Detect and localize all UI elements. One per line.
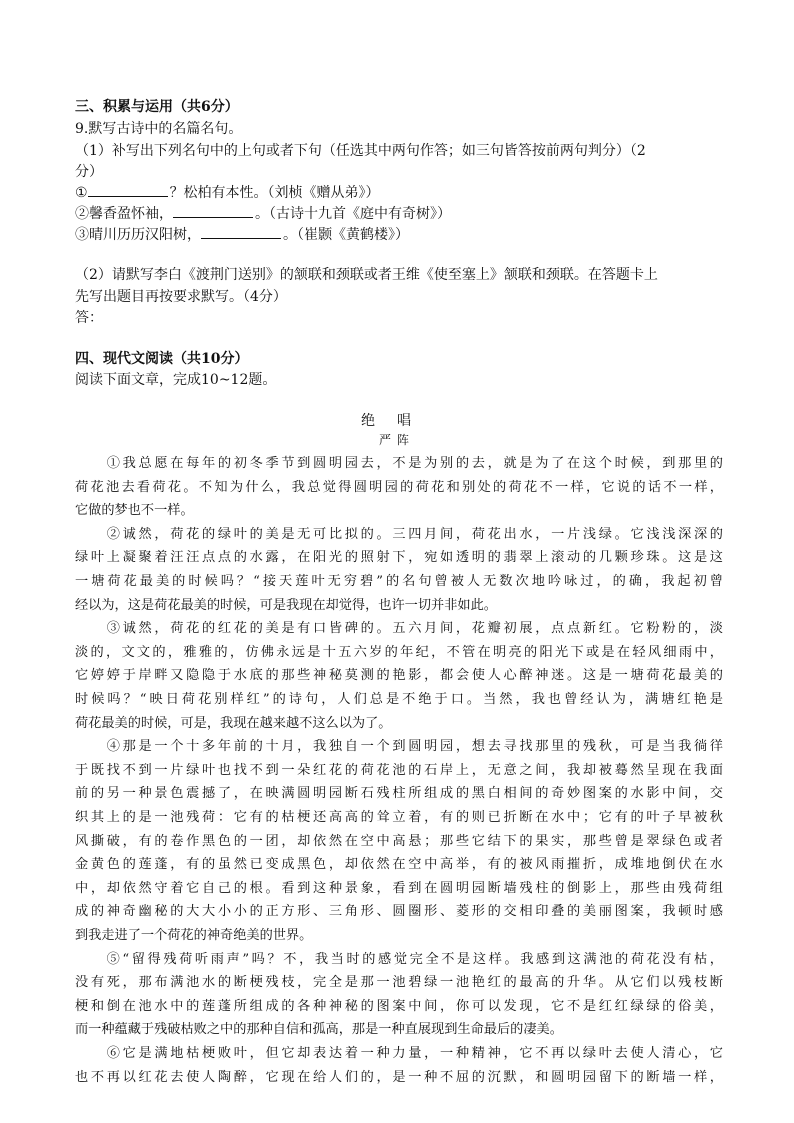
fill-item-3	[75, 224, 409, 244]
article-line: 于既找不到一片绿叶也找不到一朵红花的荷花池的石岸上，无意之间，我却被蓦然呈现在我面	[75, 762, 723, 778]
article-line: ⑥它是满地枯梗败叶，但它却表达着一种力量，一种精神，它不再以绿叶去使人清心，它	[75, 1046, 723, 1061]
article-line: 一塘荷花最美的时候吗？“接天莲叶无穷碧”的名句曾被人无数次地吟咏过，的确，我起初曾	[75, 574, 723, 589]
item2-text: ②馨香盈怀袖，	[75, 206, 173, 222]
part2-instruction-cont: 先写出题目再按要求默写。（4分）	[75, 289, 287, 305]
fill-item-2	[75, 203, 451, 223]
article-line: 荷花最美的时候，可是，我现在越来越不这么以为了。	[75, 715, 392, 731]
article-line: 前的另一种景色震撼了，在映满圆明园断石残柱所组成的黑白相间的奇妙图案的水影中间，交	[75, 786, 723, 802]
article-line: 织其上的是一池残荷：它有的枯梗还高高的耸立着，有的则已折断在水中；它有的叶子早被秋	[75, 810, 723, 825]
part1-instruction-cont: 分）	[75, 164, 103, 180]
article-line: 淡的，文文的，雅雅的，仿佛永远是十五六岁的年纪，不管在明亮的阳光下或是在轻风细雨中，	[75, 644, 723, 660]
item3-tail: 。（崔颢《黄鹤楼》）	[283, 227, 409, 243]
article-line: ②诚然，荷花的绿叶的美是无可比拟的。三四月间，荷花出水，一片浅绿。它浅浅深深的	[75, 526, 723, 542]
article-line: 时候吗？“映日荷花别样红”的诗句，人们总是不绝于口。当然，我也曾经认为，满塘红艳是	[75, 692, 723, 707]
answer-blank-1[interactable]	[88, 184, 168, 197]
article-line: 金黄色的莲蓬，有的虽然已变成黑色，却依然在空中高举，有的被风雨摧折，成堆地倒伏在水	[75, 857, 723, 873]
item2-tail: 。（古诗十九首《庭中有奇树》）	[255, 206, 451, 222]
article-line: 荷花池去看荷花。不知为什么，我总觉得圆明园的荷花和别处的荷花不一样，它说的话不一样，	[75, 479, 723, 495]
question9-prompt: 9.默写古诗中的名篇名句。	[75, 121, 243, 137]
article-line: 它婷婷于岸畔又隐隐于水底的那些神秘莫测的艳影，都会使人心醉神迷。这是一塘荷花最美的	[75, 668, 723, 684]
article-line: 梗和倒在池水中的莲蓬所组成的各种神秘的图案中间，你可以发现，它不是红红绿绿的俗美，	[75, 998, 723, 1014]
item1-text: ？松柏有本性。（刘桢《赠从弟》）	[169, 185, 380, 201]
item3-text: ③晴川历历汉阳树，	[75, 227, 201, 243]
article-line: 到我走进了一个荷花的神奇绝美的世界。	[75, 928, 313, 943]
article-line: 绿叶上凝聚着汪汪点点的水露，在阳光的照射下，宛如透明的翡翠上滚动的几颗珍珠。这是这	[75, 550, 723, 566]
section3-heading: 三、积累与运用（共6分）	[75, 99, 239, 115]
article-line: 成的神奇幽秘的大大小小的正方形、三角形、圆圈形、菱形的交相印叠的美丽图案，我顿时感	[75, 904, 723, 920]
answer-blank-2[interactable]	[173, 205, 253, 218]
article-line: 也不再以红花去使人陶醉，它现在给人们的，是一种不屈的沉默，和圆明园留下的断墙一样，	[75, 1069, 723, 1085]
article-title: 绝唱	[361, 413, 433, 429]
article-line: ④那是一个十多年前的十月，我独自一个到圆明园，想去寻找那里的残秋，可是当我徜徉	[75, 739, 723, 755]
article-author: 严阵	[378, 433, 415, 447]
answer-blank-3[interactable]	[201, 226, 281, 239]
part2-instruction: （2）请默写李白《渡荆门送别》的颔联和颈联或者王维《使至塞上》颔联和颈联。在答题卡上	[75, 267, 658, 283]
item1-number: ①	[75, 185, 88, 201]
article-line: 没有死，那布满池水的断梗残枝，完全是那一池碧绿一池艳红的最高的升华。从它们以残枝断	[75, 975, 723, 991]
article-line: 中，却依然守着它自己的根。看到这种景象，看到在圆明园断墙残柱的倒影上，那些由残荷组	[75, 880, 723, 896]
article-line: 而一种蕴藏于残破枯败之中的那种自信和孤高，那是一种直展现到生命最后的凄美。	[75, 1022, 563, 1038]
article-line: ③诚然，荷花的红花的美是有口皆碑的。五六月间，花瓣初展，点点新红。它粉粉的，淡	[75, 621, 723, 637]
article-line: 经以为，这是荷花最美的时候，可是我现在却觉得，也许一切并非如此。	[75, 597, 497, 613]
section4-heading: 四、现代文阅读（共10分）	[75, 351, 249, 367]
reading-instruction: 阅读下面文章，完成10~12题。	[75, 372, 277, 388]
article-line: 风撕破，有的卷作黑色的一团，却依然在空中高悬；那些它结下的果实，那些曾是翠绿色或者	[75, 833, 723, 849]
article-line: ⑤“留得残荷听雨声”吗？不，我当时的感觉完全不是这样。我感到这满池的荷花没有枯，	[75, 951, 723, 967]
answer-label: 答：	[75, 310, 103, 326]
article-line: ①我总愿在每年的初冬季节到圆明园去，不是为别的去，就是为了在这个时候，到那里的	[75, 456, 723, 471]
part1-instruction: （1）补写出下列名句中的上句或者下句（任选其中两句作答；如三句皆答按前两句判分）（2	[75, 143, 646, 159]
fill-item-1	[75, 182, 380, 202]
article-line: 它做的梦也不一样。	[75, 503, 194, 519]
